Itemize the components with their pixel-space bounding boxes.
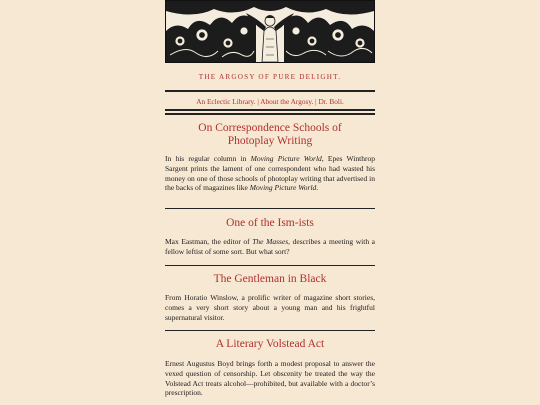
post-title-link[interactable]: A Literary Volstead Act [215, 338, 325, 350]
body-text-run: describes a meeting with a fellow leftist of some sort. But what sort? [165, 237, 375, 256]
post-title-link[interactable] [165, 122, 375, 147]
body-text-run: . [316, 183, 319, 193]
divider [165, 90, 375, 92]
divider [165, 113, 375, 115]
nav-separator: | [315, 97, 317, 106]
post-excerpt [165, 154, 375, 193]
body-text-run: , Epes Winthrop Sargent prints the lament of one correspondent who had wasted his money on one of those schools of photoplay writing that advertised in the backs of magazines like [165, 154, 375, 193]
body-text-run: Ernest Augustus Boyd brings forth a modest proposal to answer the vexed question of censorship. Let obscenity be treated the way the Volstead Act treats alcohol—prohibited, but available with a doctor’s prescription. [165, 359, 375, 398]
ornamental-woodcut-image [166, 1, 374, 62]
body-text-run: From Horatio Winslow, a prolific writer of magazine short stories, comes a very short story about a young man and his frightful supernatural visitor. [165, 293, 375, 322]
post-title-link[interactable]: The Gentleman in Black [213, 273, 327, 285]
italic-title-text: Moving Picture World [249, 183, 317, 193]
divider [165, 265, 375, 266]
post-excerpt [165, 237, 375, 257]
body-text-run: In his regular column in [165, 154, 251, 163]
header-banner-illustration [165, 0, 375, 63]
post-title-line: On Correspondence Schools of [198, 122, 342, 134]
nav-link-dr-boli[interactable]: Dr. Boli. [318, 97, 344, 106]
post-title-line: Photoplay Writing [227, 134, 313, 147]
italic-title-text: The Masses, [252, 237, 291, 246]
nav-link-about-argosy[interactable]: About the Argosy. [260, 97, 314, 106]
nav-link-eclectic-library[interactable]: An Eclectic Library. [196, 97, 256, 106]
divider [165, 208, 375, 209]
body-text-run: Max Eastman, the editor of [165, 237, 253, 246]
post-title-link[interactable]: One of the Ism-ists [226, 217, 314, 229]
post-excerpt [165, 359, 375, 398]
nav-separator: | [257, 97, 259, 106]
italic-title-text: Moving Picture World [250, 154, 322, 163]
post-excerpt [165, 293, 375, 322]
site-title: THE ARGOSY OF PURE DELIGHT. [198, 73, 342, 81]
top-navigation [165, 97, 375, 106]
divider [165, 109, 375, 111]
divider [165, 330, 375, 331]
